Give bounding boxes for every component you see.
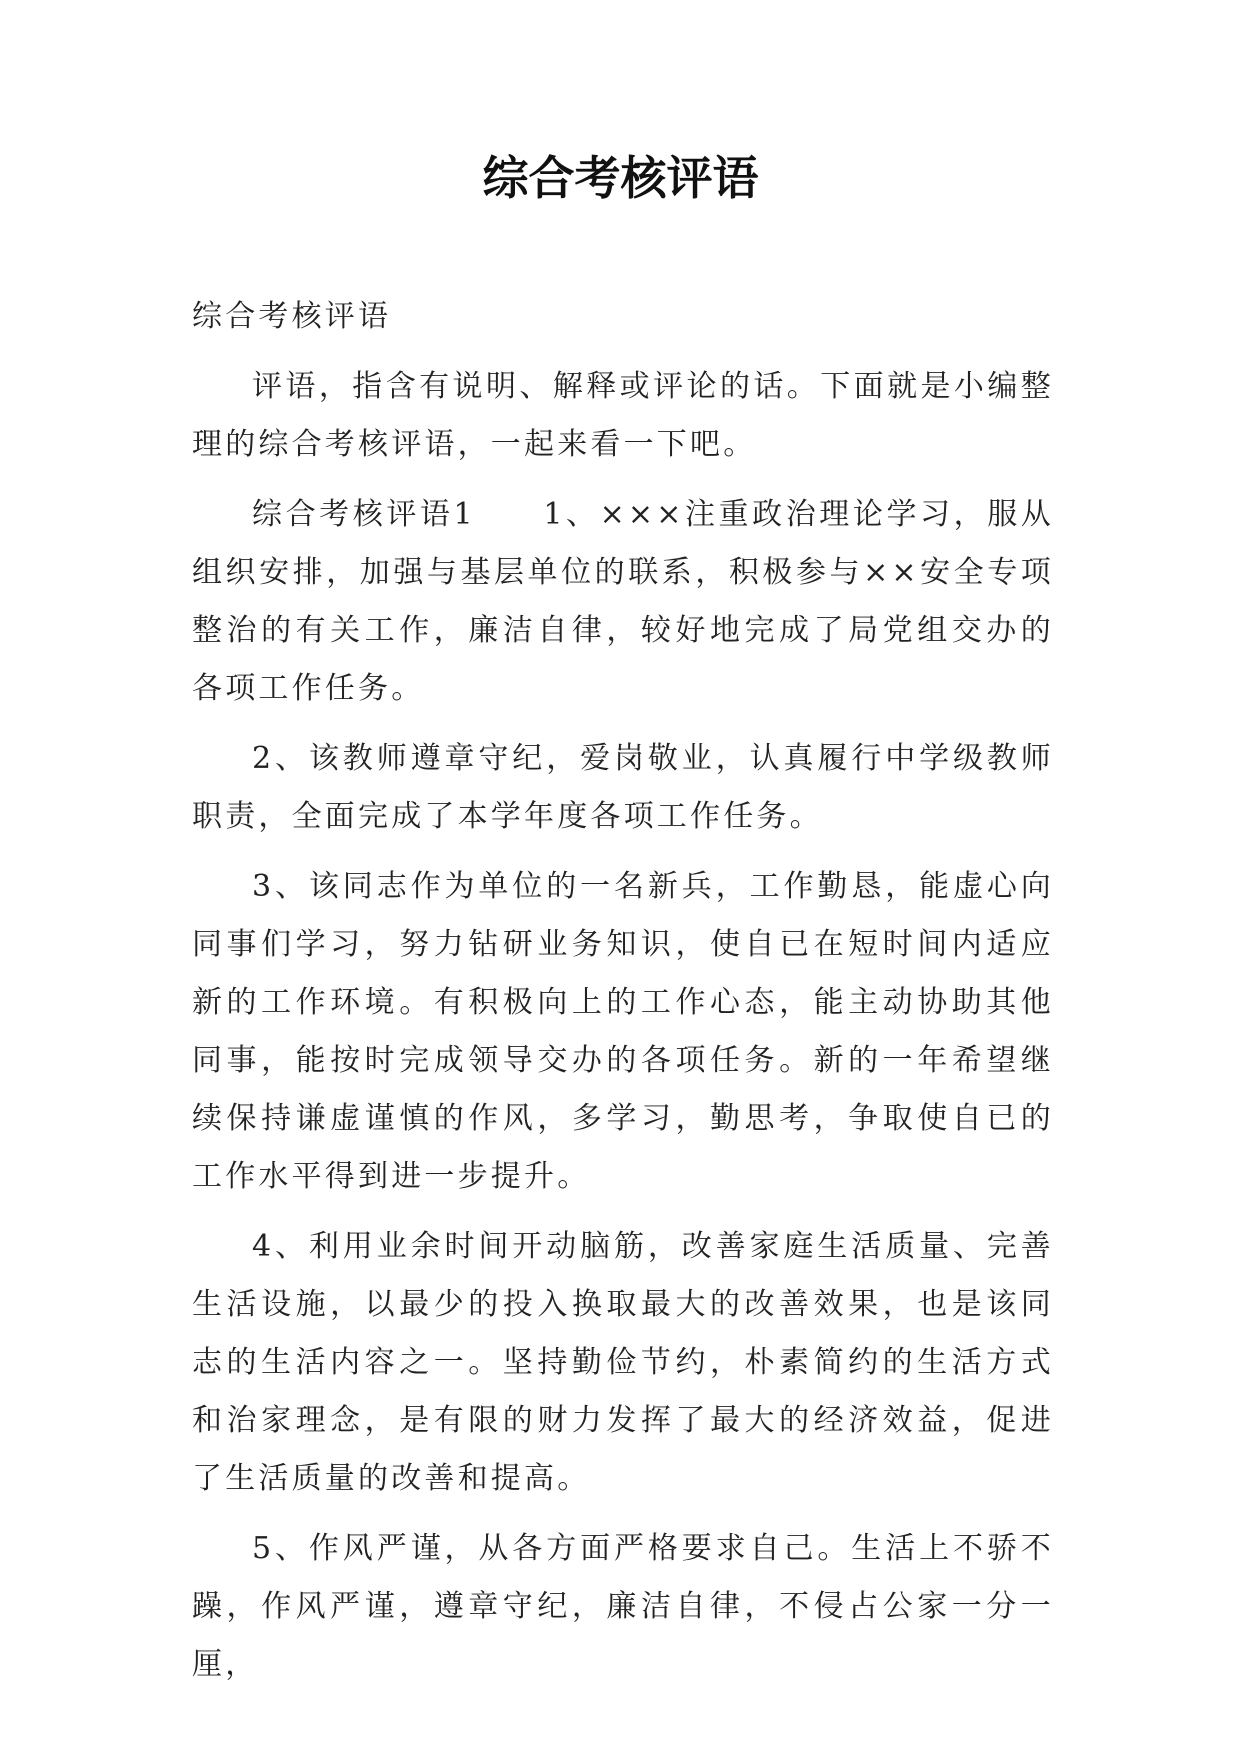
paragraph-intro: 评语，指含有说明、解释或评论的话。下面就是小编整理的综合考核评语，一起来看一下吧。 [192,369,1054,462]
paragraph-item-4: 4、利用业余时间开动脑筋，改善家庭生活质量、完善生活设施，以最少的投入换取最大的改善效果，也是该同志的生活内容之一。坚持勤俭节约，朴素简约的生活方式和治家理念，是有限的财力发挥了最大的经济效益，促进了生活质量的改善和提高。 [192,1229,1054,1496]
paragraph-item-3: 3、该同志作为单位的一名新兵，工作勤恳，能虚心向同事们学习，努力钻研业务知识，使自已在短时间内适应新的工作环境。有积极向上的工作心态，能主动协助其他同事，能按时完成领导交办的各项任务。新的一年希望继续保持谦虚谨慎的作风，多学习，勤思考，争取使自已的工作水平得到进一步提升。 [192,869,1054,1194]
paragraph-item-2: 2、该教师遵章守纪，爱岗敬业，认真履行中学级教师职责，全面完成了本学年度各项工作任务。 [192,741,1054,834]
document-body [192,288,1054,1706]
document-subtitle: 综合考核评语 [192,299,392,334]
paragraph-item-1: 综合考核评语1 1、×××注重政治理论学习，服从组织安排，加强与基层单位的联系，积极参与××安全专项整治的有关工作，廉洁自律，较好地完成了局党组交办的各项工作任务。 [192,497,1054,706]
document-title: 综合考核评语 [482,151,759,205]
paragraph-item-5: 5、作风严谨，从各方面严格要求自己。生活上不骄不躁，作风严谨，遵章守纪，廉洁自律，不侵占公家一分一厘， [192,1531,1054,1682]
